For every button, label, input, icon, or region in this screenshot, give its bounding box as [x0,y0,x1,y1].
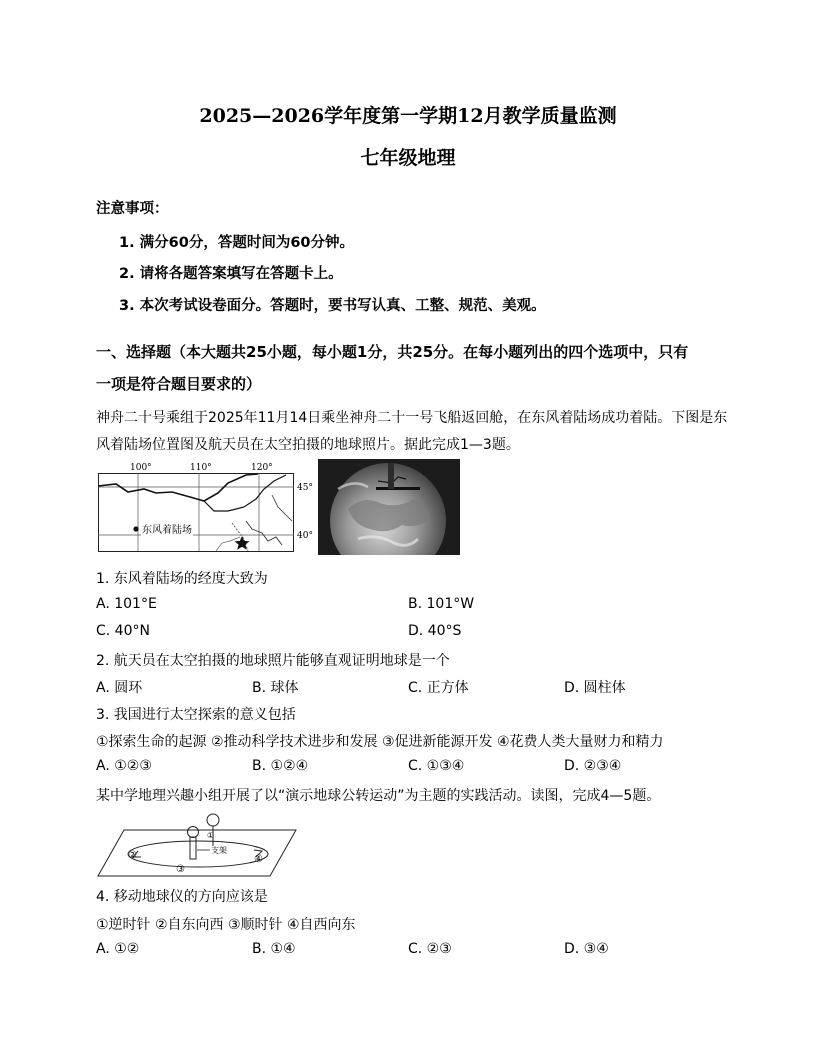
q2-option-c[interactable]: C. 正方体 [408,680,469,696]
position-label-4: ④ [254,854,263,865]
section-heading-line1: 一、选择题（本大题共25小题，每小题1分，共25分。在每小题列出的四个选项中，只有 [96,343,689,361]
notice-item-2: 2. 请将各题答案填写在答题卡上。 [119,266,343,282]
revolution-demo-diagram [96,810,300,880]
notice-item-3: 3. 本次考试设卷面分。答题时，要书写认真、工整、规范、美观。 [119,298,546,314]
q1-stem: 1. 东风着陆场的经度大致为 [96,571,268,587]
q3-statements: ①探索生命的起源 ②推动科学技术进步和发展 ③促进新能源开发 ④花费人类大量财力和精力 [96,734,664,750]
position-label-2: ② [128,850,137,861]
support-label: 支架 [211,846,227,855]
landing-site-dot [133,526,138,531]
q3-option-c[interactable]: C. ①③④ [408,758,465,774]
position-label-3: ③ [176,864,185,875]
lat-label-45: 45° [297,483,313,493]
q2-option-d[interactable]: D. 圆柱体 [564,680,626,696]
lon-label-110: 110° [190,463,212,473]
q4-option-d[interactable]: D. ③④ [564,941,609,957]
q2-option-b[interactable]: B. 球体 [252,680,299,696]
notice-heading: 注意事项： [96,201,169,217]
q2-option-a[interactable]: A. 圆环 [96,680,143,696]
lon-label-120: 120° [251,463,273,473]
lamp-icon [207,814,219,826]
q3-stem: 3. 我国进行太空探索的意义包括 [96,707,296,723]
lon-label-100: 100° [130,463,152,473]
intro1-line1: 神舟二十号乘组于2025年11月14日乘坐神舟二十一号飞船返回舱，在东风着陆场成功着陆。下图是东 [96,410,728,426]
earth-photo [318,459,460,555]
q4-statements: ①逆时针 ②自东向西 ③顺时针 ④自西向东 [96,917,356,933]
intro1-line2: 风着陆场位置图及航天员在太空拍摄的地球照片。据此完成1—3题。 [96,437,520,453]
landing-site-label: 东风着陆场 [142,525,192,536]
landing-site-map [96,459,318,555]
q2-stem: 2. 航天员在太空拍摄的地球照片能够直观证明地球是一个 [96,653,450,669]
page-title: 2025—2026学年度第一学期12月教学质量监测 [199,105,617,127]
position-label-1: ① [207,831,215,840]
page-subtitle: 七年级地理 [360,147,456,169]
q4-option-c[interactable]: C. ②③ [408,941,452,957]
q3-option-d[interactable]: D. ②③④ [564,758,622,774]
notice-item-1: 1. 满分60分，答题时间为60分钟。 [119,235,355,251]
q4-option-a[interactable]: A. ①② [96,941,140,957]
globe-icon [188,827,199,838]
q3-option-b[interactable]: B. ①②④ [252,758,309,774]
lat-label-40: 40° [297,531,313,541]
q1-option-c[interactable]: C. 40°N [96,623,150,639]
q4-stem: 4. 移动地球仪的方向应该是 [96,889,268,905]
section-heading-line2: 一项是符合题目要求的） [96,375,262,393]
q1-option-d[interactable]: D. 40°S [408,623,462,639]
q3-option-a[interactable]: A. ①②③ [96,758,152,774]
intro2-line1: 某中学地理兴趣小组开展了以“演示地球公转运动”为主题的实践活动。读图，完成4—5题。 [96,788,661,804]
q1-option-a[interactable]: A. 101°E [96,596,157,612]
q1-option-b[interactable]: B. 101°W [408,596,475,612]
q4-option-b[interactable]: B. ①④ [252,941,296,957]
